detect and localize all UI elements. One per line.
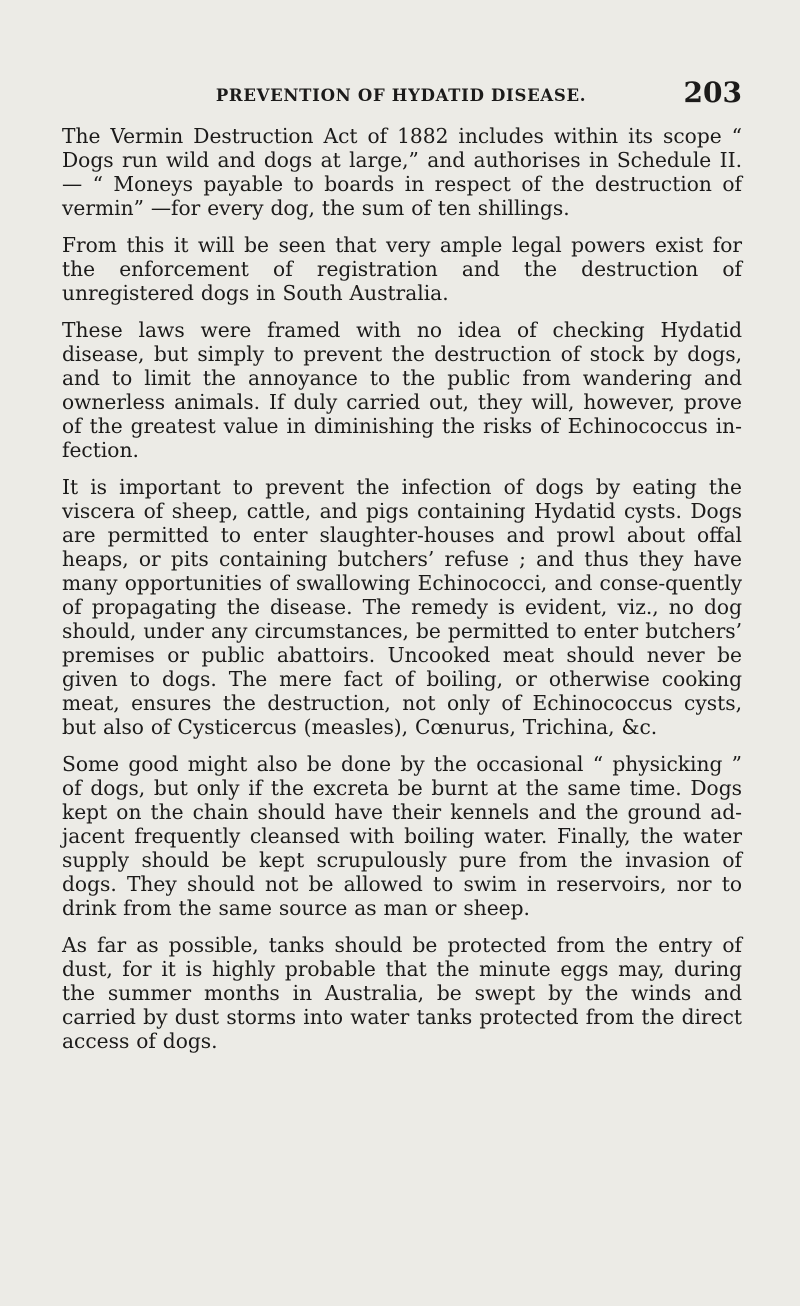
running-header xyxy=(60,78,742,112)
running-title: PREVENTION OF HYDATID DISEASE. xyxy=(215,86,587,105)
paragraph-vermin-act: The Vermin Destruction Act of 1882 includes within its scope “ Dogs run wild and dogs at large,” and authorises in Schedule II.— “ Moneys payable to boards in respect of the destruction of vermin” —for every dog, the sum of ten shillings. xyxy=(62,124,742,220)
paragraph-physicking: Some good might also be done by the occasional “ physicking ” of dogs, but only if the excreta be burnt at the same time. Dogs kept on the chain should have their kennels and the ground ad-jacent frequently cleansed with boiling water. Finally, the water supply should be kept scrupulously pure from the invasion of dogs. They should not be allowed to swim in reservoirs, nor to drink from the same source as man or sheep. xyxy=(62,752,742,920)
paragraph-prevent-infection: It is important to prevent the infection of dogs by eating the viscera of sheep, cattle, and pigs containing Hydatid cysts. Dogs are permitted to enter slaughter-houses and prowl about offal heaps, or pits containing butchers’ refuse ; and thus they have many opportunities of swallowing Echinococci, and conse-quently of propagating the disease. The remedy is evident, viz., no dog should, under any circumstances, be permitted to enter butchers’ premises or public abattoirs. Uncooked meat should never be given to dogs. The mere fact of boiling, or otherwise cooking meat, ensures the destruction, not only of Echinococcus cysts, but also of Cysticercus (measles), Cœnurus, Trichina, &c. xyxy=(62,475,742,739)
body-text xyxy=(62,124,742,1066)
page-number: 203 xyxy=(683,76,742,109)
paragraph-tanks-dust: As far as possible, tanks should be protected from the entry of dust, for it is highly probable that the minute eggs may, during the summer months in Australia, be swept by the winds and carried by dust storms into water tanks protected from the direct access of dogs. xyxy=(62,933,742,1053)
paragraph-legal-powers: From this it will be seen that very ample legal powers exist for the enforcement of registration and the destruction of unregistered dogs in South Australia. xyxy=(62,233,742,305)
paragraph-laws-framed: These laws were framed with no idea of checking Hydatid disease, but simply to prevent the destruction of stock by dogs, and to limit the annoyance to the public from wandering and ownerless animals. If duly carried out, they will, however, prove of the greatest value in diminishing the risks of Echinococcus in-fection. xyxy=(62,318,742,462)
